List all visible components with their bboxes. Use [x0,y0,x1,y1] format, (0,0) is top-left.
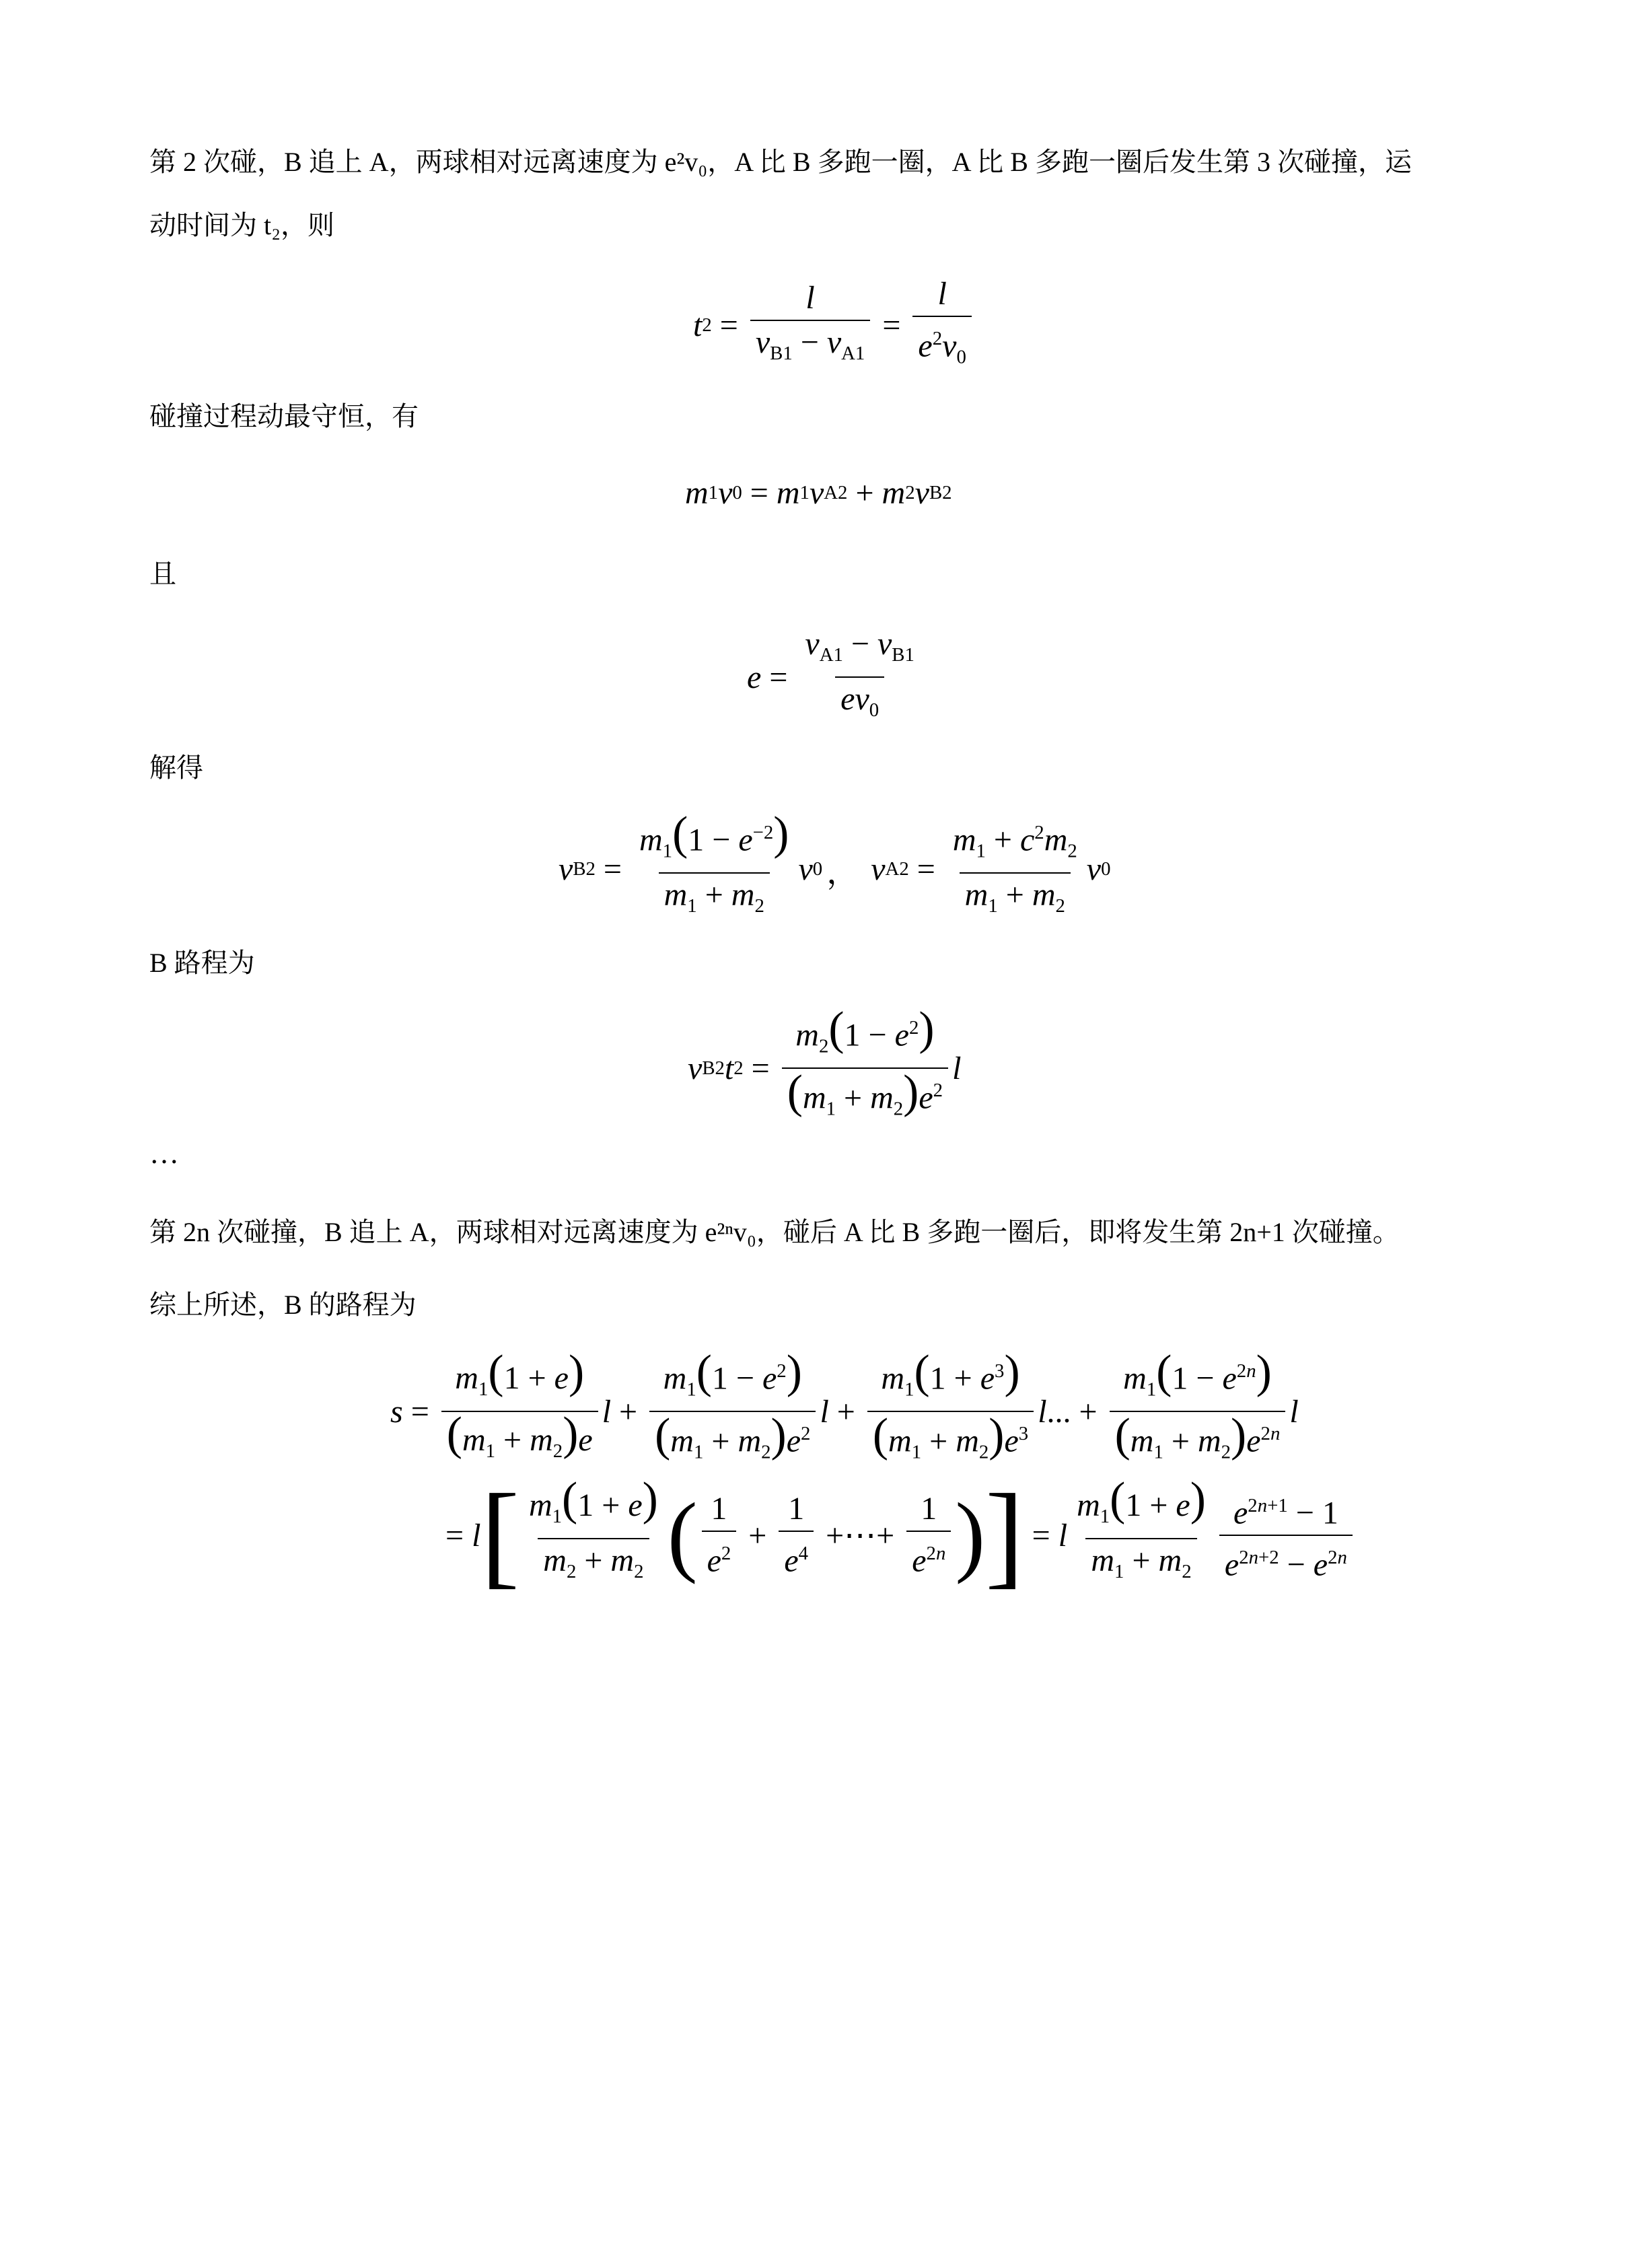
text-line-4: 且 [149,559,176,589]
equation-momentum: m 1 v 0 = m 1 v A2 + m 2 v B2 [685,475,952,511]
equation-closed-form: = l [ $m_1(1 + e)$ $m_2 + m_2$ ( 1 $e^2$ + $\frac{1}{e^4}$ +⋯+ $\frac{1}{e^{2n}}$ ) ] = l $m_1(1 + e)$ $m_1 + m_2$ $e^{2n+1} - 1$ $e^{2n+2} - e^{2n}$ [437,1477,1357,1593]
text-line-7: … [149,1137,179,1170]
text-line-6: B 路程为 [149,948,255,978]
text-line-3: 碰撞过程动最守恒，有 [149,401,419,431]
equation-b-path: v B2 t 2 = $\frac{m_2(1 - e^2)}{(m_1 + m_2)e^2}$ l [688,1006,961,1131]
text-line-2: 动时间为 t₂，则 [149,210,335,240]
text-line-9: 综上所述，B 的路程为 [149,1290,417,1320]
equation-t2: t 2 = $\frac{l}{v_{B1} - v_{A1}}$ = $\frac{l}{e^2v_0}$ [693,273,976,378]
text-line-8: 第 2n 次碰撞，B 追上 A，两球相对远离速度为 e²ⁿv₀，碰后 A 比 B 多跑一圈后，即将发生第 2n+1 次碰撞。 [149,1217,1400,1247]
text-line-5: 解得 [149,752,203,783]
text-line-1: 第 2 次碰，B 追上 A，两球相对远离速度为 e²v₀，A 比 B 多跑一圈，A 比 B 多跑一圈后发生第 3 次碰撞，运 [149,147,1412,177]
equation-restitution: e = $\frac{v_{A1} - v_{B1}}{ev_0}$ [747,623,924,732]
equation-total-path: s = $\frac{m_1(1 + e)}{(m_1 + m_2)e}$ l + $\frac{m_1(1 - e^2)}{(m_1 + m_2)e^2}$ l + $\frac{m_1(1 + e^3)}{(m_1 + m_2)e^3}$ l ... + $\frac{m_1(1 - e^{2n})}{(m_1 + m_2)e^{2n}}$ l [390,1349,1299,1474]
equation-solutions: v B2 = $\frac{m_1(1 - e^{-2})}{m_1 + m_2}$ v 0 ， v A2 = $\frac{m_1 + c^2m_2}{m_1 + m_2}$ v 0 [559,811,1110,927]
